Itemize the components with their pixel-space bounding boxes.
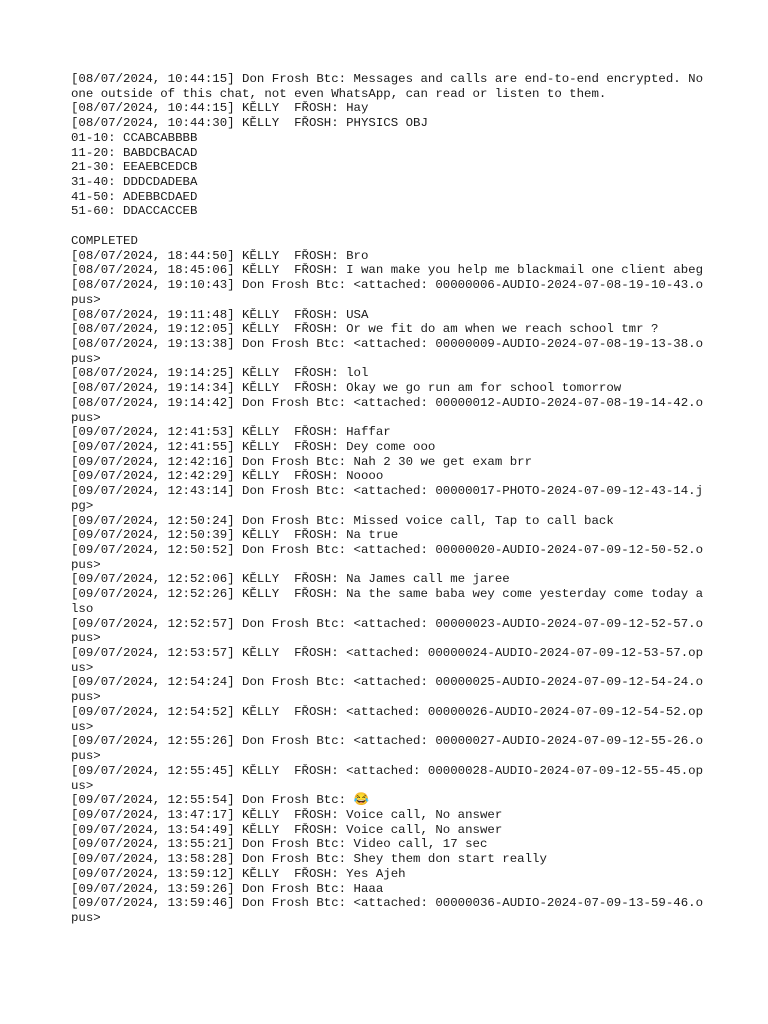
transcript-line-34: [09/07/2024, 12:54:52] KĚLLY FŘOSH: <attached: 00000026-AUDIO-2024-07-09-12-54-52.opus> [71,704,704,734]
transcript-line-44: [09/07/2024, 13:59:46] Don Frosh Btc: <attached: 00000036-AUDIO-2024-07-09-13-59-46.opus> [71,896,704,925]
answer-key-line-1: 01-10: CCABCABBBB [71,130,198,145]
transcript-line-37: [09/07/2024, 12:55:54] Don Frosh Btc: 😂 [71,793,369,808]
transcript-line-39: [09/07/2024, 13:54:49] KĚLLY FŘOSH: Voice call, No answer [71,822,503,837]
transcript-line-27: [09/07/2024, 12:50:39] KĚLLY FŘOSH: Na true [71,528,399,543]
transcript-line-36: [09/07/2024, 12:55:45] KĚLLY FŘOSH: <attached: 00000028-AUDIO-2024-07-09-12-55-45.opus> [71,763,704,793]
transcript-line-24: [09/07/2024, 12:42:29] KĚLLY FŘOSH: Noooo [71,469,384,484]
transcript-line-18: [08/07/2024, 19:14:25] KĚLLY FŘOSH: lol [71,366,369,381]
transcript-line-3: [08/07/2024, 10:44:30] KĚLLY FŘOSH: PHYSICS OBJ [71,116,428,131]
transcript-line-14: [08/07/2024, 19:10:43] Don Frosh Btc: <attached: 00000006-AUDIO-2024-07-08-19-10-43.opus> [71,278,704,307]
transcript-line-43: [09/07/2024, 13:59:26] Don Frosh Btc: Haaa [71,881,384,896]
transcript-line-1: [08/07/2024, 10:44:15] Don Frosh Btc: Messages and calls are end-to-end encrypted. No one outside of this chat, not even WhatsApp, can read or listen to them. [71,72,711,101]
transcript-line-19: [08/07/2024, 19:14:34] KĚLLY FŘOSH: Okay we go run am for school tomorrow [71,381,622,396]
transcript-line-12: [08/07/2024, 18:44:50] KĚLLY FŘOSH: Bro [71,248,369,263]
transcript-line-25: [09/07/2024, 12:43:14] Don Frosh Btc: <attached: 00000017-PHOTO-2024-07-09-12-43-14.jpg> [71,484,704,513]
answer-key-line-3: 21-30: EEAEBCEDCB [71,160,198,175]
transcript-line-16: [08/07/2024, 19:12:05] KĚLLY FŘOSH: Or we fit do am when we reach school tmr ? [71,322,659,337]
transcript-line-22: [09/07/2024, 12:41:55] KĚLLY FŘOSH: Dey come ooo [71,439,436,454]
transcript-line-33: [09/07/2024, 12:54:24] Don Frosh Btc: <attached: 00000025-AUDIO-2024-07-09-12-54-24.opus> [71,675,704,705]
chat-transcript [71,72,711,926]
transcript-line-32: [09/07/2024, 12:53:57] KĚLLY FŘOSH: <attached: 00000024-AUDIO-2024-07-09-12-53-57.opus> [71,646,704,675]
transcript-line-29: [09/07/2024, 12:52:06] KĚLLY FŘOSH: Na James call me jaree [71,572,510,587]
transcript-line-42: [09/07/2024, 13:59:12] KĚLLY FŘOSH: Yes Ajeh [71,866,406,881]
transcript-line-21: [09/07/2024, 12:41:53] KĚLLY FŘOSH: Haffar [71,425,391,440]
transcript-line-40: [09/07/2024, 13:55:21] Don Frosh Btc: Video call, 17 sec [71,837,488,852]
transcript-line-17: [08/07/2024, 19:13:38] Don Frosh Btc: <attached: 00000009-AUDIO-2024-07-08-19-13-38.opus> [71,336,704,366]
answer-key-line-6: 51-60: DDACCACCEB [71,204,198,219]
transcript-line-26: [09/07/2024, 12:50:24] Don Frosh Btc: Missed voice call, Tap to call back [71,513,614,528]
transcript-line-31: [09/07/2024, 12:52:57] Don Frosh Btc: <attached: 00000023-AUDIO-2024-07-09-12-52-57.opus> [71,616,704,646]
blank-line [71,219,705,234]
completed-line: COMPLETED [71,233,138,248]
answer-key-line-5: 41-50: ADEBBCDAED [71,189,198,204]
transcript-line-30: [09/07/2024, 12:52:26] KĚLLY FŘOSH: Na the same baba wey come yesterday come today also [71,587,704,616]
transcript-line-38: [09/07/2024, 13:47:17] KĚLLY FŘOSH: Voice call, No answer [71,807,503,822]
transcript-line-15: [08/07/2024, 19:11:48] KĚLLY FŘOSH: USA [71,307,369,322]
transcript-line-20: [08/07/2024, 19:14:42] Don Frosh Btc: <attached: 00000012-AUDIO-2024-07-08-19-14-42.opus> [71,395,704,425]
answer-key-line-4: 31-40: DDDCDADEBA [71,175,198,190]
answer-key-line-2: 11-20: BABDCBACAD [71,145,198,160]
transcript-line-2: [08/07/2024, 10:44:15] KĚLLY FŘOSH: Hay [71,101,369,116]
transcript-line-23: [09/07/2024, 12:42:16] Don Frosh Btc: Nah 2 30 we get exam brr [71,454,533,469]
transcript-line-13: [08/07/2024, 18:45:06] KĚLLY FŘOSH: I wan make you help me blackmail one client abeg [71,263,704,278]
transcript-line-28: [09/07/2024, 12:50:52] Don Frosh Btc: <attached: 00000020-AUDIO-2024-07-09-12-50-52.opus> [71,543,704,572]
transcript-line-35: [09/07/2024, 12:55:26] Don Frosh Btc: <attached: 00000027-AUDIO-2024-07-09-12-55-26.opus> [71,734,704,764]
transcript-line-41: [09/07/2024, 13:58:28] Don Frosh Btc: Shey them don start really [71,852,547,867]
